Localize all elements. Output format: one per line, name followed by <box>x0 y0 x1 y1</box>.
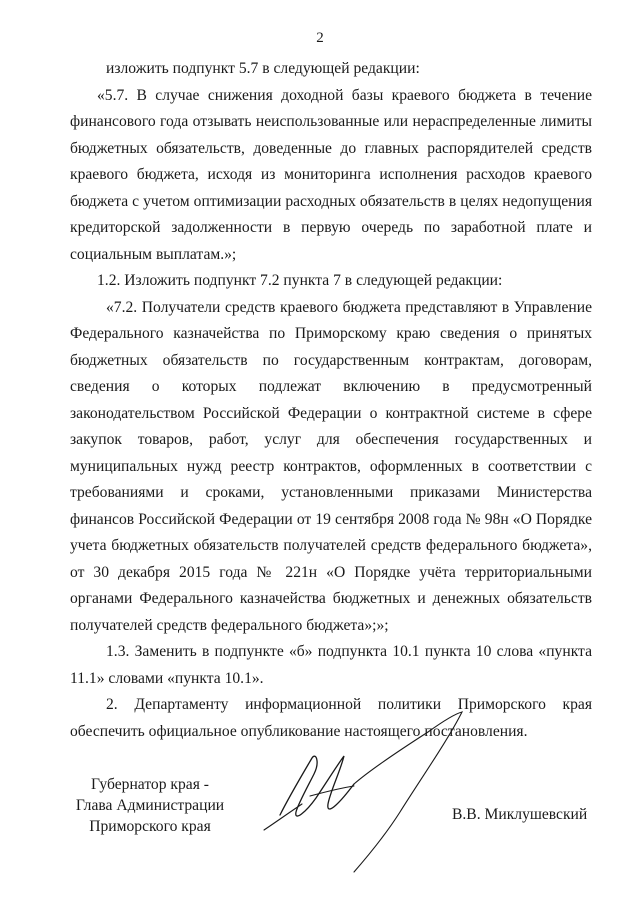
paragraph-1-3: 1.3. Заменить в подпункте «б» подпункта 10.1 пункта 10 слова «пункта 11.1» словами «пункта 10.1». <box>70 643 592 687</box>
page-number: 2 <box>316 30 324 46</box>
paragraph-intro: изложить подпункт 5.7 в следующей редакции: <box>106 60 420 77</box>
signatory-position-line: Губернатор края - <box>91 776 209 793</box>
document-body <box>70 56 592 745</box>
signatory-name: В.В. Миклушевский <box>452 806 588 823</box>
paragraph-7-2: «7.2. Получатели средств краевого бюджета представляют в Управление Федерального казначейства по Приморскому краю сведения о принятых бюджетных обязательств по государственным контрактам, договорам, сведения о которых подлежат включению в предусмотренный законодательством Российской Федерации о контрактной системе в сфере закупок товаров, работ, услуг для обеспечения государственных и муниципальных нужд реестр контрактов, оформленных в соответствии с требованиями и сроками, установленными приказами Министерства финансов Российской Федерации от 19 сентября 2008 года № 98н «О Порядке учета бюджетных обязательств получателей средств федерального бюджета», от 30 декабря 2015 года № 221н «О Порядке учёта территориальными органами Федерального казначейства бюджетных и денежных обязательств получателей средств федерального бюджета»;»; <box>70 298 592 634</box>
paragraph-5-7: «5.7. В случае снижения доходной базы краевого бюджета в течение финансового года отзывать неиспользованные или нераспределенные лимиты бюджетных обязательств, доведенные до главных распорядителей средств краевого бюджета, исходя из мониторинга исполнения расходов краевого бюджета с учетом оптимизации расходных обязательств в целях недопущения кредиторской задолженности в первую очередь по заработной плате и социальным выплатам.»; <box>70 86 592 263</box>
signatory-position-line: Приморского края <box>89 818 211 835</box>
paragraph-2: 2. Департаменту информационной политики Приморского края обеспечить официальное опубликование настоящего постановления. <box>70 696 592 740</box>
signatory-position <box>70 774 230 837</box>
signatory-position-line: Глава Администрации <box>75 797 225 814</box>
paragraph-1-2: 1.2. Изложить подпункт 7.2 пункта 7 в следующей редакции: <box>97 272 503 289</box>
handwritten-signature <box>250 700 490 880</box>
